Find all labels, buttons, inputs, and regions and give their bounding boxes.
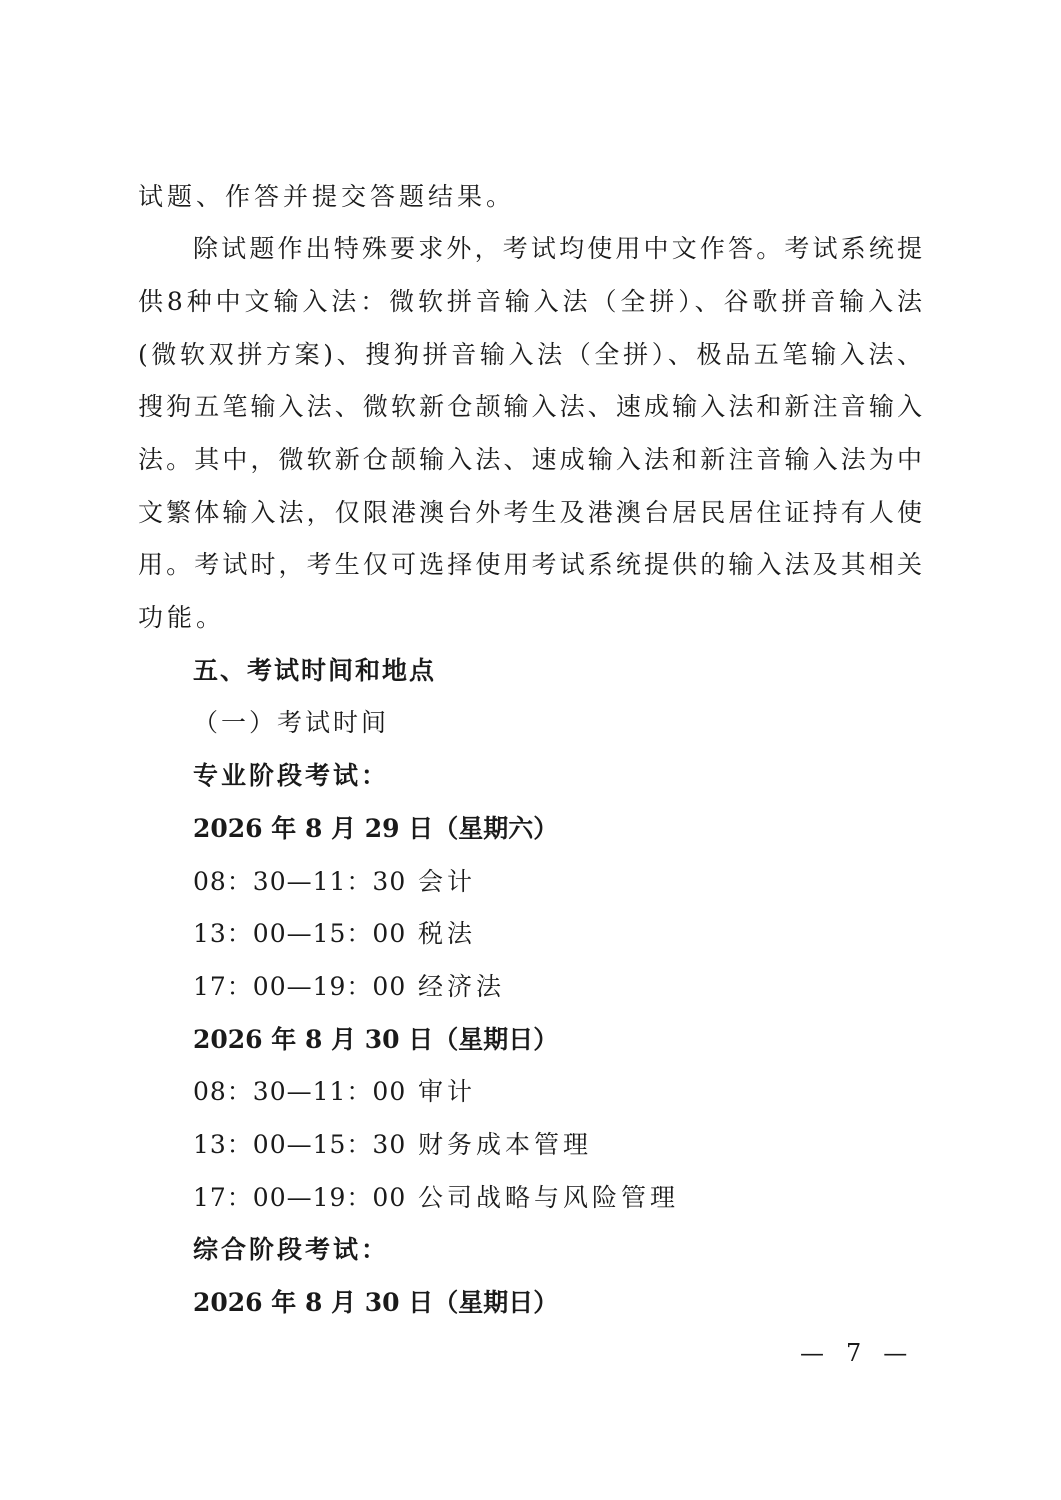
session-subject: 财务成本管理 [418,1130,593,1159]
session-time: 13：00—15：00 [193,919,407,948]
page-number: 7 [846,1339,862,1367]
session-time: 13：00—15：30 [193,1130,407,1159]
section-heading: 五、考试时间和地点 [193,656,437,685]
schedule-row [193,971,505,1003]
paragraph-line-3: 供8种中文输入法：微软拼音输入法（全拼）、谷歌拼音输入法 [138,287,922,316]
footer-dash-right: — [883,1339,908,1367]
session-time: 17：00—19：00 [193,972,407,1001]
session-subject: 税法 [418,919,477,948]
session-subject: 会计 [418,867,477,896]
session-subject: 审计 [418,1077,477,1106]
paragraph-line-5: 搜狗五笔输入法、微软新仓颉输入法、速成输入法和新注音输入 [138,392,922,421]
exam-date-2: 2026 年 8 月 30 日（星期日） [193,1025,559,1054]
session-subject: 经济法 [418,972,506,1001]
exam-date-1: 2026 年 8 月 29 日（星期六） [193,814,559,843]
exam-date-3: 2026 年 8 月 30 日（星期日） [193,1288,559,1317]
paragraph-line-1: 试题、作答并提交答题结果。 [138,182,516,211]
session-time: 08：30—11：00 [193,1077,407,1106]
schedule-row [193,1182,679,1214]
professional-stage-title: 专业阶段考试： [193,761,390,790]
paragraph-line-9: 功能。 [138,603,226,632]
paragraph-line-8: 用。考试时，考生仅可选择使用考试系统提供的输入法及其相关 [138,550,922,579]
schedule-row [193,866,476,898]
schedule-row [193,918,476,950]
footer-dash-left: — [800,1339,824,1367]
session-time: 08：30—11：30 [193,867,407,896]
paragraph-line-2: 除试题作出特殊要求外，考试均使用中文作答。考试系统提 [193,234,922,263]
session-subject: 公司战略与风险管理 [418,1183,680,1212]
comprehensive-stage-title: 综合阶段考试： [193,1235,390,1264]
paragraph-line-4: (微软双拼方案)、搜狗拼音输入法（全拼）、极品五笔输入法、 [138,340,922,369]
paragraph-line-7: 文繁体输入法，仅限港澳台外考生及港澳台居民居住证持有人使 [138,498,922,527]
page-footer [800,1338,907,1368]
schedule-row [193,1129,592,1161]
schedule-row [193,1076,476,1108]
subsection-heading: （一）考试时间 [193,708,390,737]
paragraph-line-6: 法。其中，微软新仓颉输入法、速成输入法和新注音输入法为中 [138,445,922,474]
session-time: 17：00—19：00 [193,1183,407,1212]
